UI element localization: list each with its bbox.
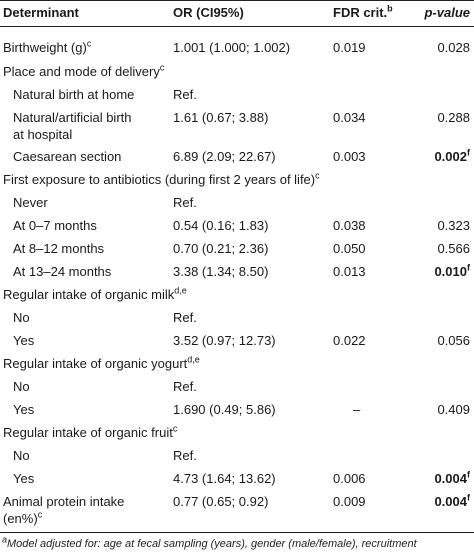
row-or: Ref. [173,379,197,394]
row-fdr: 0.019 [333,40,366,55]
row-determinant: Natural/artificial birth at hospital [13,110,132,142]
row-determinant: Yes [13,402,35,417]
row-pvalue: 0.566 [437,241,470,256]
row-fdr: – [353,402,361,417]
row-or: 1.61 (0.67; 3.88) [173,110,269,125]
row-determinant: Regular intake of organic yogurt$^{d,e}$ [3,354,200,371]
row-determinant: Birthweight $(g)^c$ [3,38,92,55]
row-determinant: First exposure to antibiotics (during first 2 years of life)$^c$ [3,170,320,187]
table-header [0,0,474,27]
row-fdr: 0.009 [333,494,366,509]
row-determinant: Yes [13,471,35,486]
header-determinant: Determinant [3,5,79,20]
row-determinant: At 0–7 months [13,218,97,233]
row-fdr: 0.038 [333,218,366,233]
row-pvalue: 0.288 [437,110,470,125]
row-or: 3.52 (0.97; 12.73) [173,333,276,348]
row-determinant: At 8–12 months [13,241,105,256]
row-determinant: No [13,310,30,325]
row-fdr: 0.013 [333,264,366,279]
row-or: Ref. [173,310,197,325]
row-fdr: 0.006 [333,471,366,486]
row-determinant: Place and mode of delivery$^c$ [3,62,165,79]
row-determinant: At 13–24 months [13,264,112,279]
table-bottom-rule [0,532,474,533]
row-pvalue: 0.002$^f$ [434,147,470,164]
row-determinant: Never [13,195,48,210]
row-or: 0.54 (0.16; 1.83) [173,218,269,233]
row-determinant: Caesarean section [13,149,122,164]
row-or: Ref. [173,87,197,102]
row-fdr: 0.022 [333,333,366,348]
row-pvalue: 0.409 [437,402,470,417]
row-or: Ref. [173,448,197,463]
row-or: 4.73 (1.64; 13.62) [173,471,276,486]
row-pvalue: 0.004$^f$ [434,492,470,509]
header-fdr: FDR crit.$^b$ [333,3,393,20]
row-determinant: No [13,448,30,463]
row-or: 1.690 (0.49; 5.86) [173,402,276,417]
row-determinant: Yes [13,333,35,348]
row-pvalue: 0.323 [437,218,470,233]
table-footnote: $^a$Model adjusted for: age at fecal sampling (years), gender (male/female), recruitment [2,534,417,550]
header-or: OR (CI95%) [173,5,244,20]
row-or: Ref. [173,195,197,210]
row-pvalue: 0.056 [437,333,470,348]
row-fdr: 0.050 [333,241,366,256]
row-or: 1.001 (1.000; 1.002) [173,40,291,55]
row-or: 6.89 (2.09; 22.67) [173,149,276,164]
row-fdr: 0.003 [333,149,366,164]
row-determinant: Regular intake of organic milk$^{d,e}$ [3,285,187,302]
row-determinant: No [13,379,30,394]
row-or: 0.77 (0.65; 0.92) [173,494,269,509]
row-determinant: Animal protein intake $(en\%)^c$ [3,494,125,526]
row-pvalue: 0.010$^f$ [434,262,470,279]
row-or: 3.38 (1.34; 8.50) [173,264,269,279]
row-fdr: 0.034 [333,110,366,125]
row-or: 0.70 (0.21; 2.36) [173,241,269,256]
header-pvalue: p-value [424,5,470,20]
row-pvalue: 0.004$^f$ [434,469,470,486]
row-pvalue: 0.028 [437,40,470,55]
row-determinant: Regular intake of organic fruit$^c$ [3,423,178,440]
row-determinant: Natural birth at home [13,87,135,102]
